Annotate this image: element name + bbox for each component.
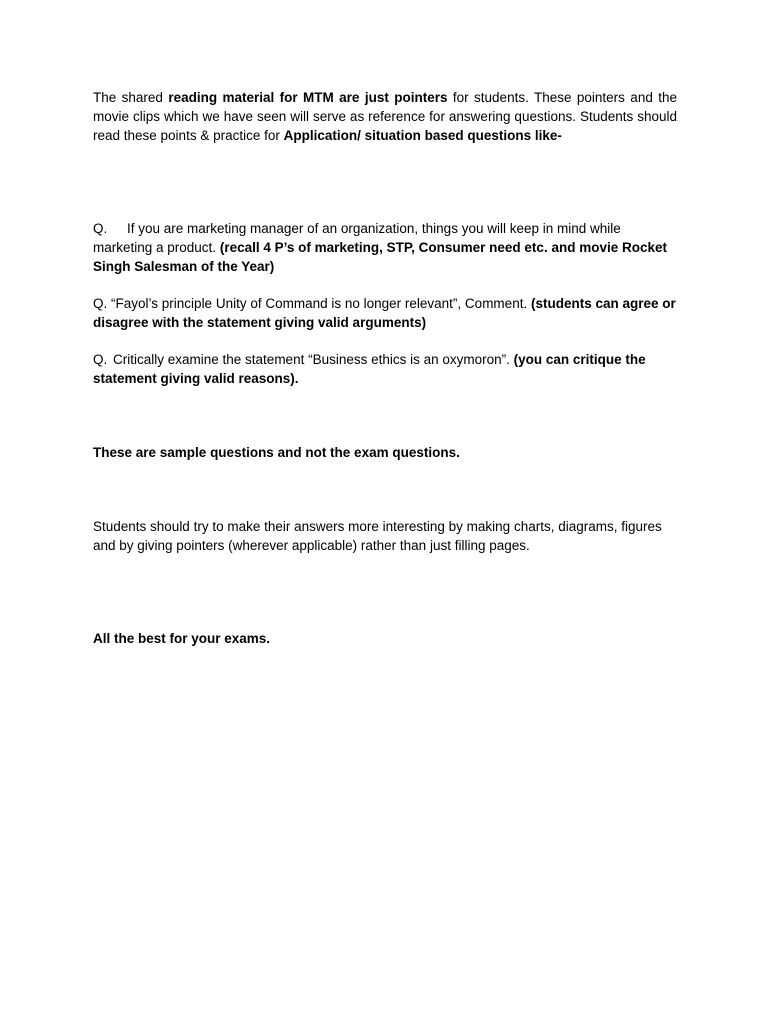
advice-text: Students should try to make their answers more interesting by making charts, diagrams, figures and by giving pointers (wherever applicable) rather than just filling pages.	[93, 519, 662, 553]
intro-text-1: The shared	[93, 90, 169, 105]
sample-note	[93, 443, 677, 462]
question-2-hint: (students can agree or disagree with the statement giving valid arguments)	[93, 296, 676, 330]
question-2-text: “Fayol’s principle Unity of Command is no longer relevant”, Comment.	[111, 296, 531, 311]
intro-text-2: for students. These pointers and the movie clips which we have seen will serve as reference for answering questions. Students should read these points & practice for	[93, 90, 677, 143]
intro-bold-2: Application/ situation based questions like-	[283, 128, 562, 143]
intro-bold-1: reading material for MTM are just pointers	[168, 90, 448, 105]
question-3-hint: (you can critique the statement giving valid reasons).	[93, 352, 646, 386]
advice-paragraph	[93, 517, 677, 555]
question-1-hint: (recall 4 P’s of marketing, STP, Consumer need etc. and movie Rocket Singh Salesman of the Year)	[93, 240, 667, 274]
question-3-prefix: Q.	[93, 352, 108, 367]
question-2	[93, 294, 677, 332]
question-3-text: Critically examine the statement “Business ethics is an oxymoron”.	[113, 352, 514, 367]
question-1-prefix: Q.	[93, 221, 108, 236]
question-2-prefix: Q.	[93, 296, 108, 311]
question-1-text: If you are marketing manager of an organization, things you will keep in mind while marketing a product.	[93, 221, 621, 255]
closing-line	[93, 629, 677, 648]
intro-paragraph	[93, 88, 677, 145]
question-3	[93, 350, 677, 388]
question-1	[93, 219, 677, 276]
closing-text: All the best for your exams.	[93, 631, 271, 646]
sample-note-text: These are sample questions and not the exam questions.	[93, 445, 460, 460]
